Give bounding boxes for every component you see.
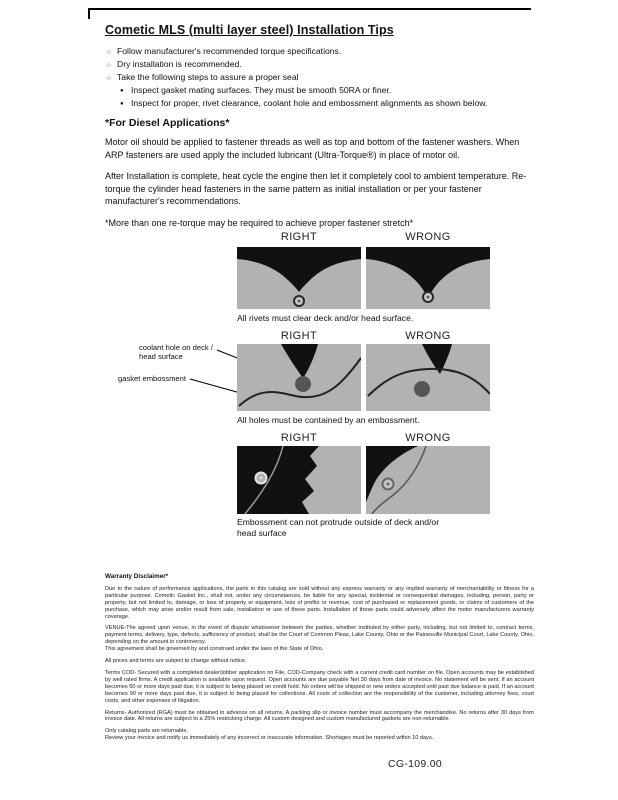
warranty-paragraph: All prices and terms are subject to change without notice. [105,658,247,665]
warranty-paragraph: Review your invoice and notify us immediately of any incorrect or inaccurate information. Shortages must be reported within 10 days. [105,735,434,742]
tip-text: Dry installation is recommended. [117,59,242,69]
wrong-header-row2: WRONG [405,330,451,342]
diagram-rivet-wrong [366,247,490,309]
rivet-right-illustration [237,247,361,309]
diesel-paragraph: Motor oil should be applied to fastener threads as well as top and bottom of the fastener washers. When ARP fasteners are used apply the included lubricant (Ultra-Torque®) in place of motor oil. [105,137,520,160]
tip-sub-item [107,97,539,110]
tip-sub-item [107,84,539,97]
diagram-hole-wrong [366,344,490,411]
diagram-hole-right [237,344,361,411]
right-header-row2: RIGHT [280,330,318,342]
tips-main-list [107,45,539,84]
tips-sub-list [107,84,539,110]
installation-tips-list [107,45,539,110]
warranty-disclaimer [105,574,534,747]
tip-sub-text: Inspect for proper, rivet clearance, coolant hole and embossment alignments as shown below. [131,98,488,108]
tip-text: Take the following steps to assure a proper seal [117,72,299,82]
diagram-embossment-right [237,446,361,514]
tip-item [107,45,539,58]
diesel-applications-heading: *For Diesel Applications* [105,117,230,129]
warranty-paragraph: Only catalog parts are returnable. [105,728,189,735]
coolant-hole-icon [295,376,311,392]
caption-embossment: Embossment can not protrude outside of deck and/or head surface [237,517,440,538]
page-number: CG-109.00 [388,758,443,770]
diesel-paragraphs [105,136,537,238]
wrong-header-row3: WRONG [405,432,451,444]
tip-text: Follow manufacturer's recommended torque specifications. [117,46,342,56]
diesel-paragraph: After Installation is complete, heat cycle the engine then let it completely cool to ambient temperature. Re-torque the cylinder head fasteners in the same pattern as initial installation or per your fastener manufacturer's recommendations. [105,171,527,206]
page-top-rule [88,8,531,10]
warranty-heading: Warranty Disclaimer* [105,573,169,580]
hole-right-illustration [237,344,361,411]
label-gasket-embossment: gasket embossment [118,374,186,383]
warranty-paragraph: Terms COD- Secured with a completed dealer/jobber application on File, COD-Company check with a current credit card number on file. Open accounts may be established by well rated firms. A credit application is available upon request. Open accounts are due payable Net 30 days from date of invoice. No statement will be sent. If an account becomes 60 or more days past due, it is subject to being placed on credit hold. No orders will be shipped or new orders accepted until past due balance is paid. If an account becomes 90 or more days past due, it is subject to being placed for collections. All costs of collection are the responsibility of the customer, including attorney fees, court costs, and other expenses of litigation. [105,669,534,704]
tip-sub-text: Inspect gasket mating surfaces. They must be smooth 50RA or finer. [131,85,392,95]
diagram-rivet-right [237,247,361,309]
embossment-wrong-illustration [366,446,490,514]
warranty-paragraph: Returns- Authorized (RGA) must be obtained in advance on all returns. A packing slip or invoice number must accompany the merchandise. No returns after 30 days from invoice date. All returns are subject to a 25% restocking charge. All custom designed and custom manufactured gaskets are non-returnable. [105,709,534,723]
diagram-embossment-wrong [366,446,490,514]
caption-holes: All holes must be contained by an embossment. [237,415,420,425]
label-coolant-hole: coolant hole on deck / head surface [139,343,213,361]
right-header-row1: RIGHT [280,231,318,243]
caption-rivets: All rivets must clear deck and/or head surface. [237,313,414,323]
warranty-paragraph: This agreement shall be governed by and construed under the laws of the State of Ohio. [105,646,324,653]
wrong-header-row1: WRONG [405,231,451,243]
warranty-paragraph: VENUE-The agreed upon venue, in the event of dispute whatsoever between the parties, whether instituted by either party, including, but not limited to, contract terms, payment terms, delivery, type, defects, sufficiency of product, shall be the Court of Common Pleas, Lake County, Ohio or the Painesville Municipal Court, Lake County, Ohio, depending on the amount in controversy. [105,625,534,646]
rivet-wrong-illustration [366,247,490,309]
tip-item [107,58,539,71]
diesel-paragraph-note: *More than one re-torque may be required to achieve proper fastener stretch* [105,217,414,228]
right-header-row3: RIGHT [280,432,318,444]
tip-item [107,71,539,84]
embossment-right-illustration [237,446,361,514]
warranty-paragraph: Due to the nature of performance applications, the parts in this catalog are sold without any express warranty or any implied warranty of merchantability or fitness for a particular purpose. Cometic Gasket Inc., shall not, under any circumstances, be liable for any special, incidental or consequential damages, including, person, party or property, but not limited to, damage, or loss of property or equipment, loss of profits or revenue, cost of purchased or replacement goods, or claims of customers of the purchase, which may arise and/or result from sale, installation or use of these parts. Installation of these parts could adversely affect the motor manufacturers warranty coverage. [105,585,534,620]
page-title: Cometic MLS (multi layer steel) Installation Tips [105,23,394,37]
hole-wrong-illustration [366,344,490,411]
page-top-tick [88,8,90,19]
coolant-hole-icon [414,381,430,397]
